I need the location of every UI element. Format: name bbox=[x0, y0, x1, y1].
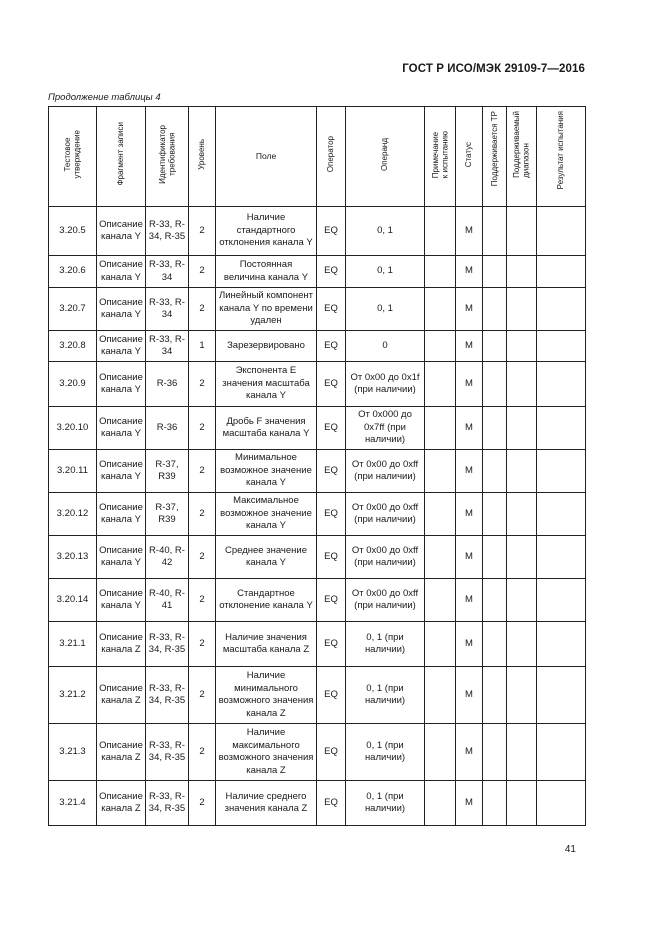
cell-fragment: Описание канала Y bbox=[97, 288, 146, 331]
cell-operand: От 0x000 до 0x7ff (при наличии) bbox=[346, 407, 425, 450]
cell-assertion: 3.20.8 bbox=[49, 331, 97, 362]
table-body bbox=[49, 207, 586, 826]
table-row bbox=[49, 407, 586, 450]
cell-operator: EQ bbox=[317, 579, 346, 622]
table-row bbox=[49, 331, 586, 362]
cell-requirement: R-33, R-34 bbox=[146, 331, 189, 362]
cell-result bbox=[537, 362, 586, 407]
cell-note bbox=[425, 781, 456, 826]
cell-operator: EQ bbox=[317, 724, 346, 781]
cell-requirement: R-37, R39 bbox=[146, 493, 189, 536]
cell-note bbox=[425, 331, 456, 362]
cell-supported bbox=[483, 493, 507, 536]
cell-status: M bbox=[456, 207, 483, 256]
cell-supported bbox=[483, 781, 507, 826]
cell-result bbox=[537, 331, 586, 362]
col-header-note: Примечание к испытанию bbox=[425, 107, 456, 207]
requirements-table bbox=[48, 106, 586, 826]
cell-range bbox=[507, 256, 537, 288]
cell-fragment: Описание канала Z bbox=[97, 622, 146, 667]
col-header-fragment: Фрагмент записи bbox=[97, 107, 146, 207]
table-header-row bbox=[49, 107, 586, 207]
cell-supported bbox=[483, 724, 507, 781]
cell-note bbox=[425, 622, 456, 667]
cell-field: Линейный компонент канала Y по времени удален bbox=[216, 288, 317, 331]
cell-supported bbox=[483, 667, 507, 724]
cell-status: M bbox=[456, 781, 483, 826]
table-row bbox=[49, 207, 586, 256]
cell-operand: 0, 1 (при наличии) bbox=[346, 724, 425, 781]
cell-assertion: 3.20.9 bbox=[49, 362, 97, 407]
cell-result bbox=[537, 450, 586, 493]
cell-result bbox=[537, 207, 586, 256]
cell-result bbox=[537, 667, 586, 724]
cell-assertion: 3.20.12 bbox=[49, 493, 97, 536]
cell-operator: EQ bbox=[317, 667, 346, 724]
cell-result bbox=[537, 288, 586, 331]
cell-operator: EQ bbox=[317, 781, 346, 826]
cell-status: M bbox=[456, 622, 483, 667]
table-row bbox=[49, 622, 586, 667]
cell-operand: 0, 1 bbox=[346, 288, 425, 331]
cell-requirement: R-33, R-34, R-35 bbox=[146, 667, 189, 724]
cell-note bbox=[425, 493, 456, 536]
cell-fragment: Описание канала Y bbox=[97, 331, 146, 362]
cell-operator: EQ bbox=[317, 256, 346, 288]
cell-operand: 0 bbox=[346, 331, 425, 362]
cell-range bbox=[507, 622, 537, 667]
cell-operator: EQ bbox=[317, 288, 346, 331]
cell-fragment: Описание канала Y bbox=[97, 362, 146, 407]
cell-note bbox=[425, 536, 456, 579]
table-row bbox=[49, 781, 586, 826]
cell-status: M bbox=[456, 450, 483, 493]
cell-supported bbox=[483, 579, 507, 622]
col-header-requirement: Идентификатор требования bbox=[146, 107, 189, 207]
col-header-status: Статус bbox=[456, 107, 483, 207]
table-caption: Продолжение таблицы 4 bbox=[48, 92, 161, 103]
table-row bbox=[49, 667, 586, 724]
cell-level: 2 bbox=[189, 207, 216, 256]
cell-field: Наличие стандартного отклонения канала Y bbox=[216, 207, 317, 256]
cell-level: 2 bbox=[189, 362, 216, 407]
cell-requirement: R-36 bbox=[146, 407, 189, 450]
cell-note bbox=[425, 407, 456, 450]
cell-result bbox=[537, 579, 586, 622]
cell-fragment: Описание канала Y bbox=[97, 407, 146, 450]
cell-requirement: R-33, R-34, R-35 bbox=[146, 724, 189, 781]
table-row bbox=[49, 288, 586, 331]
cell-field: Дробь F значения масштаба канала Y bbox=[216, 407, 317, 450]
cell-result bbox=[537, 407, 586, 450]
cell-operator: EQ bbox=[317, 536, 346, 579]
cell-result bbox=[537, 493, 586, 536]
cell-note bbox=[425, 256, 456, 288]
cell-note bbox=[425, 579, 456, 622]
cell-result bbox=[537, 256, 586, 288]
cell-assertion: 3.21.2 bbox=[49, 667, 97, 724]
cell-status: M bbox=[456, 536, 483, 579]
cell-range bbox=[507, 667, 537, 724]
col-header-level: Уровень bbox=[189, 107, 216, 207]
cell-note bbox=[425, 207, 456, 256]
document-code: ГОСТ Р ИСО/МЭК 29109-7—2016 bbox=[402, 63, 585, 75]
cell-operand: От 0x00 до 0xff (при наличии) bbox=[346, 536, 425, 579]
cell-range bbox=[507, 450, 537, 493]
cell-requirement: R-33, R-34 bbox=[146, 256, 189, 288]
cell-fragment: Описание канала Y bbox=[97, 256, 146, 288]
cell-field: Стандартное отклонение канала Y bbox=[216, 579, 317, 622]
cell-operator: EQ bbox=[317, 493, 346, 536]
cell-result bbox=[537, 781, 586, 826]
cell-level: 2 bbox=[189, 781, 216, 826]
cell-status: M bbox=[456, 493, 483, 536]
table-row bbox=[49, 362, 586, 407]
cell-supported bbox=[483, 207, 507, 256]
table-row bbox=[49, 579, 586, 622]
table-row bbox=[49, 493, 586, 536]
cell-note bbox=[425, 667, 456, 724]
cell-field: Минимальное возможное значение канала Y bbox=[216, 450, 317, 493]
table-row bbox=[49, 256, 586, 288]
cell-field: Максимальное возможное значение канала Y bbox=[216, 493, 317, 536]
cell-operand: От 0x00 до 0xff (при наличии) bbox=[346, 579, 425, 622]
cell-supported bbox=[483, 362, 507, 407]
cell-requirement: R-37, R39 bbox=[146, 450, 189, 493]
cell-range bbox=[507, 207, 537, 256]
cell-fragment: Описание канала Y bbox=[97, 207, 146, 256]
cell-level: 2 bbox=[189, 536, 216, 579]
cell-fragment: Описание канала Y bbox=[97, 536, 146, 579]
cell-assertion: 3.21.4 bbox=[49, 781, 97, 826]
cell-assertion: 3.20.7 bbox=[49, 288, 97, 331]
col-header-supported: Поддерживается ТР bbox=[483, 107, 507, 207]
cell-supported bbox=[483, 288, 507, 331]
cell-assertion: 3.20.11 bbox=[49, 450, 97, 493]
col-header-operand: Операнд bbox=[346, 107, 425, 207]
cell-supported bbox=[483, 407, 507, 450]
col-header-result: Результат испытания bbox=[537, 107, 586, 207]
cell-result bbox=[537, 724, 586, 781]
cell-assertion: 3.20.14 bbox=[49, 579, 97, 622]
cell-field: Наличие минимального возможного значения канала Z bbox=[216, 667, 317, 724]
cell-range bbox=[507, 407, 537, 450]
cell-range bbox=[507, 331, 537, 362]
cell-level: 2 bbox=[189, 622, 216, 667]
cell-operand: 0, 1 (при наличии) bbox=[346, 781, 425, 826]
cell-assertion: 3.21.3 bbox=[49, 724, 97, 781]
cell-fragment: Описание канала Y bbox=[97, 579, 146, 622]
cell-supported bbox=[483, 256, 507, 288]
cell-operand: 0, 1 bbox=[346, 207, 425, 256]
cell-fragment: Описание канала Z bbox=[97, 781, 146, 826]
cell-status: M bbox=[456, 407, 483, 450]
cell-note bbox=[425, 450, 456, 493]
cell-assertion: 3.20.5 bbox=[49, 207, 97, 256]
cell-operator: EQ bbox=[317, 407, 346, 450]
cell-supported bbox=[483, 331, 507, 362]
col-header-assertion: Тестовое утверждение bbox=[49, 107, 97, 207]
cell-status: M bbox=[456, 331, 483, 362]
cell-requirement: R-36 bbox=[146, 362, 189, 407]
cell-assertion: 3.20.10 bbox=[49, 407, 97, 450]
cell-level: 2 bbox=[189, 256, 216, 288]
table-row bbox=[49, 536, 586, 579]
table-row bbox=[49, 450, 586, 493]
cell-assertion: 3.20.6 bbox=[49, 256, 97, 288]
cell-range bbox=[507, 579, 537, 622]
cell-level: 2 bbox=[189, 724, 216, 781]
cell-note bbox=[425, 362, 456, 407]
cell-requirement: R-40, R-41 bbox=[146, 579, 189, 622]
cell-operand: От 0x00 до 0xff (при наличии) bbox=[346, 450, 425, 493]
cell-range bbox=[507, 362, 537, 407]
cell-range bbox=[507, 536, 537, 579]
cell-status: M bbox=[456, 724, 483, 781]
cell-level: 2 bbox=[189, 407, 216, 450]
cell-result bbox=[537, 622, 586, 667]
page-number: 41 bbox=[564, 844, 576, 855]
cell-fragment: Описание канала Y bbox=[97, 493, 146, 536]
cell-level: 1 bbox=[189, 331, 216, 362]
cell-operator: EQ bbox=[317, 207, 346, 256]
cell-level: 2 bbox=[189, 493, 216, 536]
cell-range bbox=[507, 724, 537, 781]
cell-field: Наличие значения масштаба канала Z bbox=[216, 622, 317, 667]
cell-result bbox=[537, 536, 586, 579]
cell-assertion: 3.20.13 bbox=[49, 536, 97, 579]
cell-requirement: R-40, R-42 bbox=[146, 536, 189, 579]
cell-field: Среднее значение канала Y bbox=[216, 536, 317, 579]
cell-range bbox=[507, 781, 537, 826]
col-header-operator: Оператор bbox=[317, 107, 346, 207]
col-header-range: Поддерживаемый диапазон bbox=[507, 107, 537, 207]
cell-requirement: R-33, R-34 bbox=[146, 288, 189, 331]
cell-operator: EQ bbox=[317, 450, 346, 493]
cell-operand: От 0x00 до 0x1f (при наличии) bbox=[346, 362, 425, 407]
cell-range bbox=[507, 288, 537, 331]
cell-operator: EQ bbox=[317, 362, 346, 407]
cell-status: M bbox=[456, 579, 483, 622]
cell-requirement: R-33, R-34, R-35 bbox=[146, 622, 189, 667]
cell-level: 2 bbox=[189, 288, 216, 331]
cell-fragment: Описание канала Z bbox=[97, 667, 146, 724]
cell-note bbox=[425, 288, 456, 331]
cell-operator: EQ bbox=[317, 622, 346, 667]
table-row bbox=[49, 724, 586, 781]
cell-operand: 0, 1 (при наличии) bbox=[346, 667, 425, 724]
cell-supported bbox=[483, 450, 507, 493]
cell-field: Экспонента E значения масштаба канала Y bbox=[216, 362, 317, 407]
cell-field: Зарезервировано bbox=[216, 331, 317, 362]
col-header-field: Поле bbox=[216, 107, 317, 207]
cell-requirement: R-33, R-34, R-35 bbox=[146, 207, 189, 256]
cell-operator: EQ bbox=[317, 331, 346, 362]
cell-requirement: R-33, R-34, R-35 bbox=[146, 781, 189, 826]
cell-range bbox=[507, 493, 537, 536]
cell-supported bbox=[483, 622, 507, 667]
cell-operand: 0, 1 (при наличии) bbox=[346, 622, 425, 667]
cell-level: 2 bbox=[189, 579, 216, 622]
cell-assertion: 3.21.1 bbox=[49, 622, 97, 667]
cell-field: Наличие максимального возможного значения канала Z bbox=[216, 724, 317, 781]
cell-level: 2 bbox=[189, 450, 216, 493]
cell-field: Наличие среднего значения канала Z bbox=[216, 781, 317, 826]
cell-note bbox=[425, 724, 456, 781]
cell-supported bbox=[483, 536, 507, 579]
cell-fragment: Описание канала Z bbox=[97, 724, 146, 781]
cell-fragment: Описание канала Y bbox=[97, 450, 146, 493]
cell-level: 2 bbox=[189, 667, 216, 724]
cell-field: Постоянная величина канала Y bbox=[216, 256, 317, 288]
cell-status: M bbox=[456, 288, 483, 331]
cell-status: M bbox=[456, 256, 483, 288]
cell-status: M bbox=[456, 362, 483, 407]
cell-operand: 0, 1 bbox=[346, 256, 425, 288]
cell-status: M bbox=[456, 667, 483, 724]
cell-operand: От 0x00 до 0xff (при наличии) bbox=[346, 493, 425, 536]
